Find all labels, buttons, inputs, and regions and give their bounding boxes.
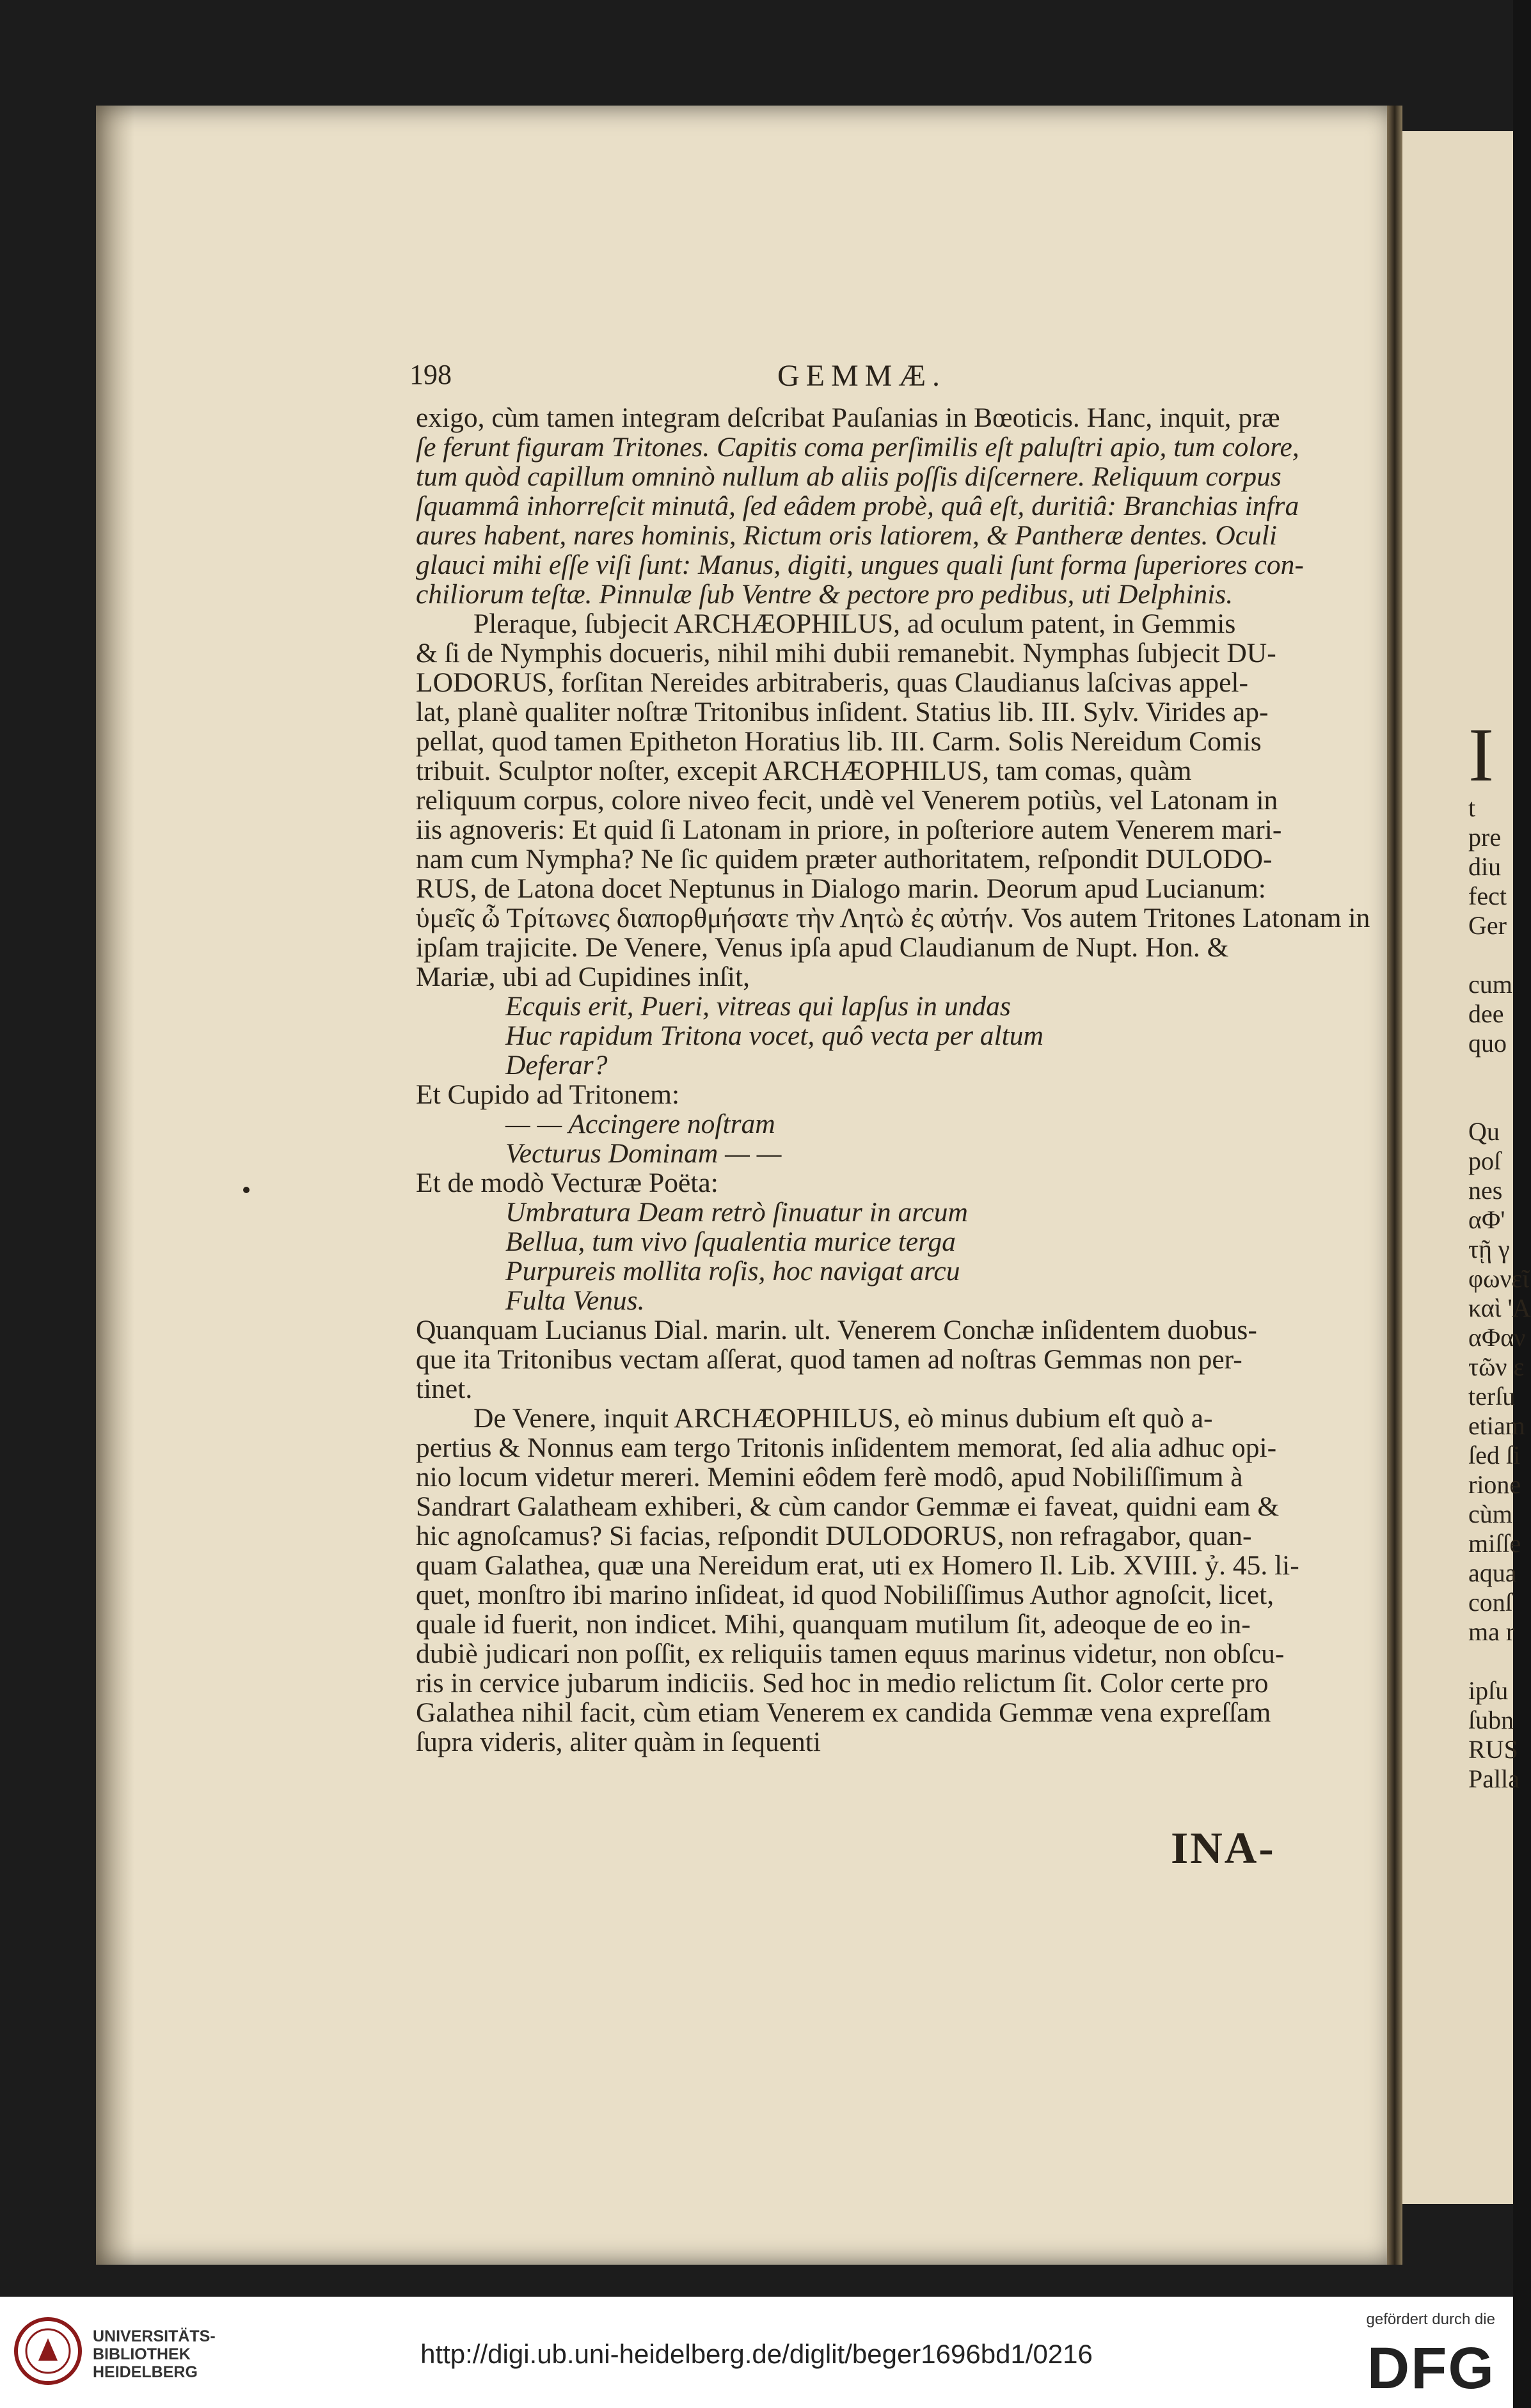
- verse-line: Umbratura Deam retrò ſinuatur in arcum: [505, 1197, 968, 1228]
- facing-page-fragment: I: [1468, 712, 1494, 797]
- text-line: reliquum corpus, colore niveo fecit, undè vel Venerem potiùs, vel Latonam in: [416, 785, 1278, 816]
- verse-line: Bellua, tum vivo ſqualentia murice terga: [505, 1226, 956, 1257]
- text-line: tinet.: [416, 1374, 473, 1404]
- facing-page-fragment: dee: [1468, 999, 1504, 1028]
- verse-quote-2: [505, 1109, 1302, 1168]
- facing-page-fragment: [1468, 1058, 1513, 1088]
- facing-page-fragment: αΦαν: [1468, 1323, 1526, 1352]
- university-name-line: UNIVERSITÄTS-: [93, 2327, 216, 2345]
- catchword: INA-: [1171, 1824, 1276, 1873]
- facing-page-fragment: Qu: [1468, 1117, 1500, 1146]
- text-line: lat, planè qualiter noſtræ Tritonibus inſident. Statius lib. III. Sylv. Virides ap-: [416, 697, 1269, 727]
- text-line: pertius & Nonnus eam tergo Tritonis inſidentem memorat, ſed alia adhuc opi-: [416, 1432, 1277, 1463]
- funding-note: gefördert durch die: [1366, 2311, 1495, 2328]
- facing-page-fragment: [1468, 1088, 1513, 1117]
- paragraph-3: [416, 1315, 1302, 1404]
- text-line: aures habent, nares hominis, Rictum oris latiorem, & Pantheræ dentes. Oculi: [416, 520, 1277, 551]
- facing-page-fragment: αΦ': [1468, 1205, 1505, 1234]
- facing-page-fragment: cùm: [1468, 1500, 1512, 1528]
- facing-page-fragment: conſ: [1468, 1588, 1512, 1617]
- text-line: ris in cervice jubarum indiciis. Sed hoc in medio relictum ſit. Color certe pro: [416, 1668, 1269, 1699]
- text-line: Sandrart Galatheam exhiberi, & cùm candor Gemmæ ei faveat, quidni eam &: [416, 1491, 1280, 1522]
- text-line: glauci mihi eſſe viſi ſunt: Manus, digiti, ungues quali ſunt forma ſuperiores con-: [416, 550, 1304, 580]
- permalink-url[interactable]: http://digi.ub.uni-heidelberg.de/diglit/beger1696bd1/0216: [420, 2339, 1093, 2369]
- facing-page-fragment: ipſu: [1468, 1676, 1509, 1705]
- text-line: que ita Tritonibus vectam aſſerat, quod tamen ad noſtras Gemmas non per-: [416, 1344, 1242, 1375]
- verse-quote-3: [505, 1198, 1302, 1315]
- facing-page-fragment: [1468, 940, 1513, 970]
- text-line: chiliorum teſtæ. Pinnulæ ſub Ventre & pectore pro pedibus, uti Delphinis.: [416, 579, 1234, 610]
- facing-page-fragment: φωνεῖ: [1468, 1264, 1530, 1293]
- facing-page-fragment: ma r: [1468, 1617, 1515, 1646]
- text-line: quet, monſtro ibi marino inſideat, id quod Nobiliſſimus Author agnoſcit, licet,: [416, 1580, 1274, 1610]
- text-line: Quanquam Lucianus Dial. marin. ult. Venerem Conchæ inſidentem duobus-: [416, 1315, 1257, 1345]
- text-line: quale id fuerit, non indicet. Mihi, quanquam mutilum ſit, adeoque de eo in-: [416, 1609, 1251, 1640]
- text-line: tribuit. Sculptor noſter, excepit ARCHÆOPHILUS, tam comas, quàm: [416, 756, 1192, 786]
- verse-line: Huc rapidum Tritona vocet, quô vecta per altum: [505, 1020, 1043, 1051]
- facing-page-fragment: [1468, 1647, 1513, 1676]
- facing-page-fragment: pre: [1468, 823, 1502, 852]
- verse-line: Ecquis erit, Pueri, vitreas qui lapſus in undas: [505, 991, 1011, 1022]
- ink-speck: [243, 1187, 250, 1193]
- facing-page-fragment: poſ: [1468, 1146, 1502, 1175]
- verse-line: Vecturus Dominam — —: [505, 1138, 782, 1169]
- facing-page-fragment: quo: [1468, 1029, 1507, 1057]
- facing-page-fragment: etiam: [1468, 1411, 1525, 1440]
- running-title: GEMMÆ.: [777, 359, 947, 393]
- facing-page-fragment: Palla: [1468, 1764, 1519, 1793]
- university-name-line: HEIDELBERG: [93, 2363, 198, 2381]
- text-line: ſe ferunt figuram Tritones. Capitis coma perſimilis eſt paluſtri apio, tum colore,: [416, 432, 1299, 463]
- text-line: Galathea nihil facit, cùm etiam Venerem ex candida Gemmæ vena expreſſam: [416, 1697, 1271, 1728]
- text-line: & ſi de Nymphis docueris, nihil mihi dubii remanebit. Nymphas ſubjecit DU-: [416, 638, 1276, 669]
- facing-page-fragment: καὶ 'Α: [1468, 1294, 1531, 1322]
- facing-page-fragment: nes: [1468, 1176, 1503, 1205]
- page-body: [416, 402, 1370, 1757]
- dfg-logo: DFG: [1367, 2336, 1495, 2401]
- facing-page-fragment: miſſe: [1468, 1529, 1521, 1558]
- facing-page-fragment: τῇ γ: [1468, 1235, 1510, 1263]
- verse-line: — — Accingere noſtram: [505, 1109, 775, 1139]
- facing-page-fragment: aqua: [1468, 1558, 1517, 1587]
- facing-page-fragment: ſed ſi: [1468, 1441, 1521, 1469]
- facing-page-fragment: Ger: [1468, 911, 1507, 940]
- facing-page-fragment: terſu: [1468, 1382, 1516, 1411]
- text-line: ipſam trajicite. De Venere, Venus ipſa apud Claudianum de Nupt. Hon. &: [416, 932, 1229, 963]
- facing-page-fragment: ſubn: [1468, 1706, 1514, 1734]
- text-line: De Venere, inquit ARCHÆOPHILUS, eò minus dubium eſt quò a-: [473, 1403, 1213, 1434]
- facing-page-fragment: fect: [1468, 882, 1507, 910]
- text-line: Et Cupido ad Tritonem:: [416, 1079, 680, 1110]
- page-edge-shadow: [96, 106, 134, 2265]
- facing-page-fragment: rione: [1468, 1470, 1521, 1499]
- greek-line: ὑμεῖς ὦ Τρίτωνες διαπορθμήσατε τὴν Λητὼ ἐς αὐτήν. Vos autem Tritones Latonam in: [416, 903, 1370, 933]
- paragraph-2: [416, 608, 1370, 992]
- text-line: hic agnoſcamus? Si facias, reſpondit DULODORUS, non refragabor, quan-: [416, 1521, 1252, 1551]
- text-line: Et de modò Vecturæ Poëta:: [416, 1168, 718, 1198]
- verse-line: Deferar?: [505, 1050, 608, 1081]
- text-line: pellat, quod tamen Epitheton Horatius lib. III. Carm. Solis Nereidum Comis: [416, 726, 1262, 757]
- university-name-line: BIBLIOTHEK: [93, 2345, 191, 2363]
- paragraph-1: [416, 403, 1302, 609]
- text-line: ſupra videris, aliter quàm in ſequenti: [416, 1727, 821, 1757]
- text-line: tum quòd capillum omninò nullum ab aliis poſſis diſcernere. Reliquum corpus: [416, 461, 1281, 492]
- paragraph-4: [416, 1404, 1302, 1757]
- facing-page-fragment: t: [1468, 793, 1476, 822]
- text-line: quam Galathea, quæ una Nereidum erat, uti ex Homero Il. Lib. XVIII. ỷ. 45. li-: [416, 1550, 1299, 1581]
- text-line: Pleraque, ſubjecit ARCHÆOPHILUS, ad oculum patent, in Gemmis: [473, 608, 1236, 639]
- facing-page-fragment: τῶν ε: [1468, 1352, 1525, 1381]
- text-line: nam cum Nympha? Ne ſic quidem præter authoritatem, reſpondit DULODO-: [416, 844, 1273, 875]
- text-line: RUS, de Latona docet Neptunus in Dialogo marin. Deorum apud Lucianum:: [416, 873, 1266, 904]
- text-line: exigo, cùm tamen integram deſcribat Pauſanias in Bœoticis. Hanc, inquit, præ: [416, 402, 1280, 433]
- text-line: ſquammâ inhorreſcit minutâ, ſed eâdem probè, quâ eſt, duritiâ: Branchias infra: [416, 491, 1299, 521]
- facing-page-fragment: diu: [1468, 852, 1502, 881]
- page-number: 198: [409, 359, 452, 390]
- verse-line: Purpureis mollita roſis, hoc navigat arcu: [505, 1256, 960, 1287]
- viewer-footer: [0, 2297, 1513, 2408]
- text-line: nio locum videtur mereri. Memini eôdem ferè modô, apud Nobiliſſimum à: [416, 1462, 1243, 1493]
- text-line: dubiè judicari non poſſit, ex reliquiis tamen equus marinus videtur, non obſcu-: [416, 1638, 1285, 1669]
- running-header: [409, 358, 1305, 403]
- text-line: iis agnoveris: Et quid ſi Latonam in priore, in poſteriore autem Venerem mari-: [416, 814, 1282, 845]
- verse-line: Fulta Venus.: [505, 1285, 645, 1316]
- book-gutter: [1387, 106, 1402, 2265]
- text-line: LODORUS, forſitan Nereides arbitraberis, quas Claudianus laſcivas appel-: [416, 667, 1249, 698]
- facing-page-fragment: RUS: [1468, 1735, 1518, 1764]
- text-line: Mariæ, ubi ad Cupidines inſit,: [416, 962, 750, 992]
- facing-page-text-fragments: [1468, 712, 1531, 1794]
- verse-quote-1: [505, 992, 1302, 1080]
- facing-page-fragment: cum: [1468, 970, 1512, 999]
